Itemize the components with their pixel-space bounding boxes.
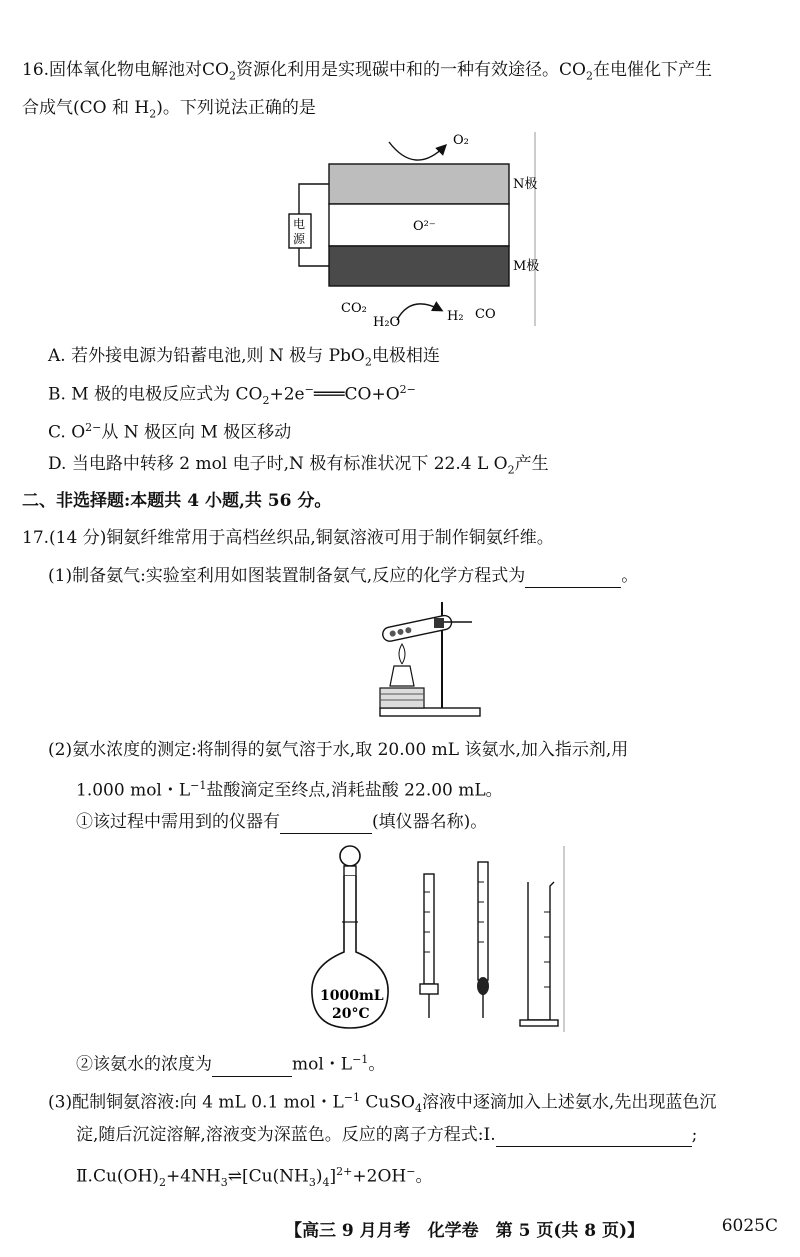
footer-code: 6025C: [721, 1216, 778, 1236]
answer-blank[interactable]: [525, 569, 621, 588]
n-electrode-label: N极: [513, 177, 538, 192]
q17-part1: (1)制备氨气:实验室利用如图装置制备氨气,反应的化学方程式为 。: [48, 566, 639, 586]
oxide-ion-label: O²⁻: [413, 219, 436, 234]
ammonia-apparatus-figure: [374, 598, 486, 722]
q17-stem: 17.(14 分)铜氨纤维常用于高档丝织品,铜氨溶液可用于制作铜氨纤维。: [22, 528, 554, 548]
q17-part3-line2: 淀,随后沉淀溶解,溶液变为深蓝色。反应的离子方程式:Ⅰ. ;: [76, 1125, 698, 1145]
flask-volume-label: 1000mL: [320, 988, 384, 1004]
graduated-cylinder: [520, 882, 558, 1026]
section-heading: 二、非选择题:本题共 4 小题,共 56 分。: [22, 491, 332, 511]
q16-option-b: B. M 极的电极反应式为 $CO_2+2e^-═══CO+O^{2-}$: [48, 383, 416, 408]
q17-part2-line1: (2)氨水浓度的测定:将制得的氨气溶于水,取 20.00 mL 该氨水,加入指示剂,用: [48, 740, 629, 760]
co2-label: CO₂: [341, 301, 367, 316]
q17-part3-line1: (3)配制铜氨溶液:向 4 mL 0.1 mol・$L^{-1}$ CuSO$_4$溶液中逐滴加入上述氨水,先出现蓝色沉: [48, 1091, 717, 1116]
q16-option-a: A. 若外接电源为铅蓄电池,则 N 极与 PbO$_2$电极相连: [48, 346, 440, 369]
page-footer: [0, 1216, 800, 1242]
q16-option-d: D. 当电路中转移 2 mol 电子时,N 极有标准状况下 22.4 L $O_2$产生: [48, 454, 549, 477]
glassware-figure: [306, 842, 572, 1034]
flask-temp-label: 20°C: [332, 1006, 370, 1022]
q16-line2: 合成气(CO 和 $H_2$)。下列说法正确的是: [22, 98, 316, 121]
acid-burette: [420, 874, 438, 1018]
volumetric-flask: [312, 846, 388, 1028]
footer-title: 【高三 9 月月考 化学卷 第 5 页(共 8 页)】: [285, 1221, 645, 1241]
h2o-label: H₂O: [373, 315, 401, 330]
o2-label: O₂: [453, 133, 469, 148]
q16-option-c: C. $O^{2-}$从 N 极区向 M 极区移动: [48, 421, 292, 443]
n-electrode: [329, 164, 509, 204]
q17-part3-line3: $Ⅱ.Cu(OH)_2+4NH_3\rightleftharpoons[Cu(NH_3)_4]^{2+}+2OH^-$。: [76, 1165, 433, 1190]
answer-blank[interactable]: [280, 815, 372, 834]
electrolysis-diagram: [285, 128, 547, 330]
o2-out-arrow: [389, 142, 445, 160]
h2-label: H₂: [447, 309, 464, 324]
q17-part2-line2: 1.000 mol・$L^{-1}$盐酸滴定至终点,消耗盐酸 22.00 mL。: [76, 779, 503, 801]
m-electrode: [329, 246, 509, 286]
reaction-arrow: [397, 304, 441, 320]
answer-blank[interactable]: [496, 1128, 692, 1147]
q17-part2-sub2: ②该氨水的浓度为 mol・$L^{-1}$。: [76, 1053, 386, 1075]
answer-blank[interactable]: [212, 1058, 292, 1077]
q17-part2-sub1: ①该过程中需用到的仪器有 (填仪器名称)。: [76, 812, 488, 832]
power-label-1: 电: [293, 217, 306, 231]
m-electrode-label: M极: [513, 259, 540, 274]
base-burette: [477, 862, 489, 1018]
q16-line1: 16.固体氧化物电解池对$CO_2$资源化利用是实现碳中和的一种有效途径。$CO_2$在电催化下产生: [22, 60, 712, 83]
power-label-2: 源: [293, 232, 306, 246]
co-label: CO: [475, 307, 496, 322]
